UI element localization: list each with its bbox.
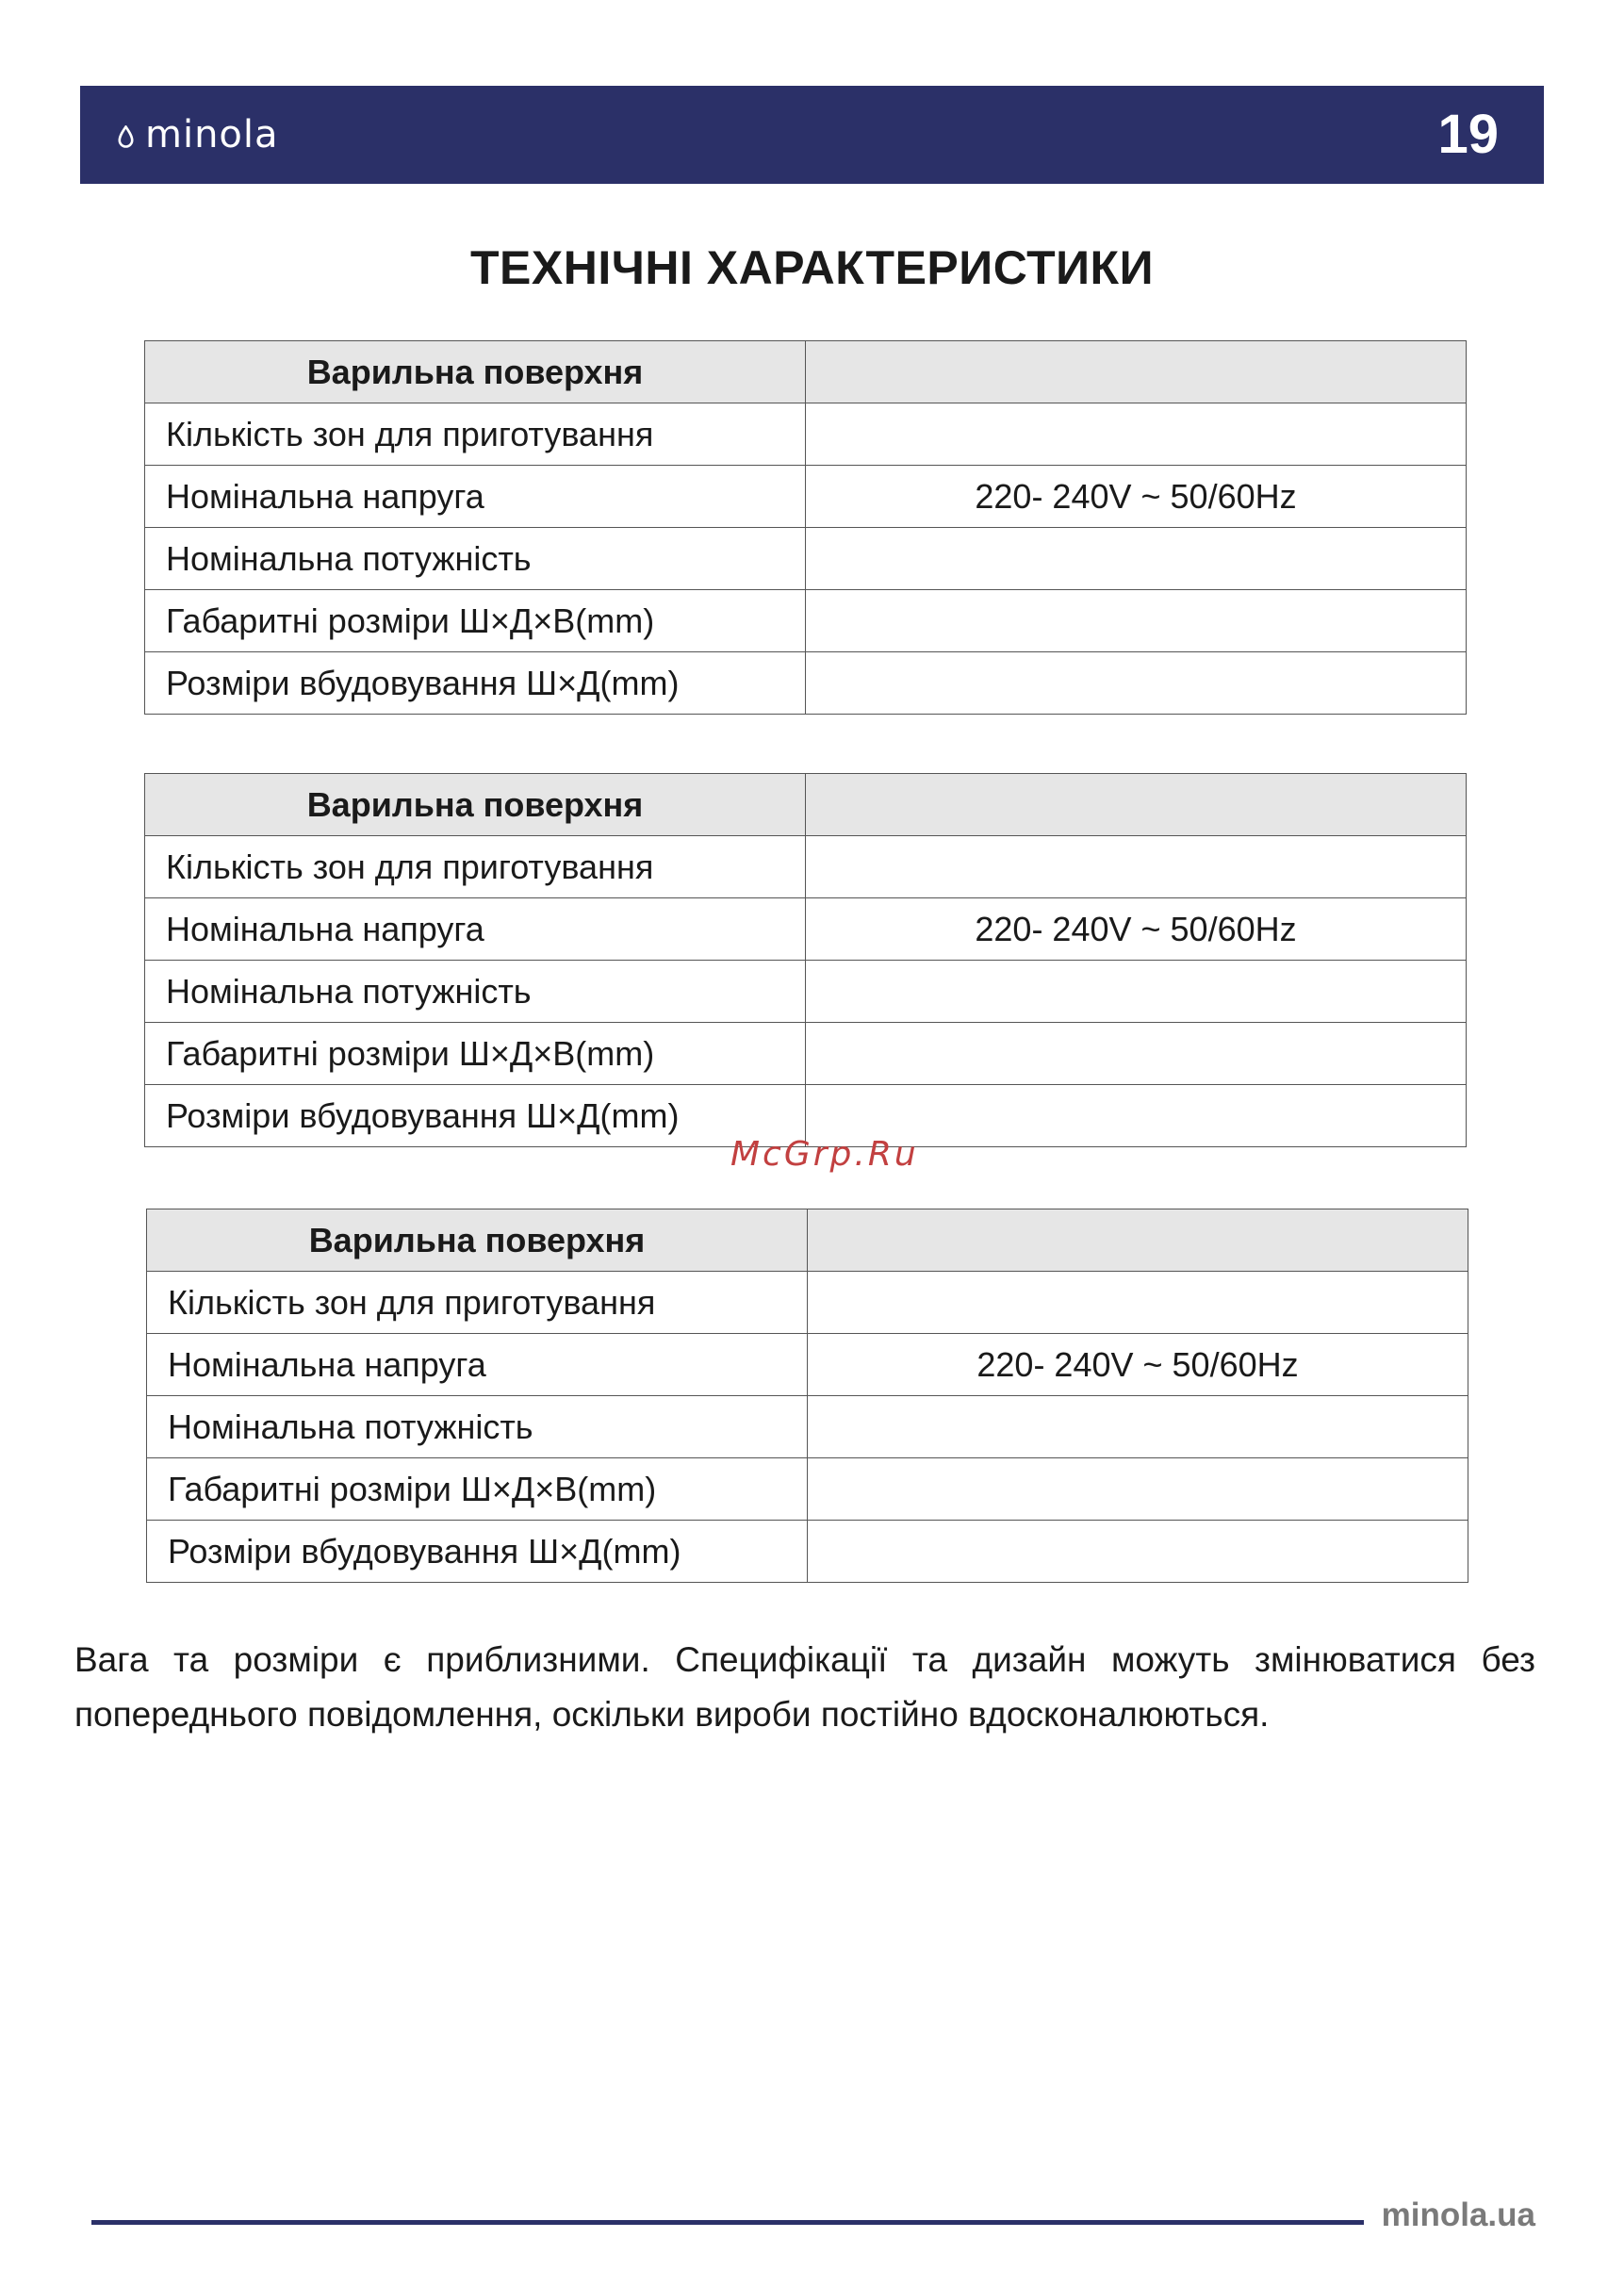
brand-name: minola — [145, 113, 279, 156]
row-value — [806, 528, 1467, 590]
row-label: Кількість зон для приготування — [147, 1272, 808, 1334]
spec-table — [144, 340, 1467, 715]
row-value — [806, 1023, 1467, 1085]
row-label: Розміри вбудовування Ш×Д(mm) — [147, 1521, 808, 1583]
table-header-row — [145, 774, 1467, 836]
row-label: Габаритні розміри Ш×Д×В(mm) — [145, 1023, 806, 1085]
brand-logo — [118, 105, 279, 165]
table-row — [145, 652, 1467, 715]
row-value — [808, 1272, 1468, 1334]
row-value — [806, 836, 1467, 898]
page-title: ТЕХНІЧНІ ХАРАКТЕРИСТИКИ — [469, 241, 1155, 294]
row-label: Розміри вбудовування Ш×Д(mm) — [145, 652, 806, 715]
droplet-icon — [118, 125, 134, 148]
table-heading-label: Варильна поверхня — [145, 341, 806, 403]
table-row — [145, 403, 1467, 466]
table-row — [145, 590, 1467, 652]
page-number: 19 — [1437, 104, 1499, 165]
table-row — [147, 1458, 1468, 1521]
table-heading-label: Варильна поверхня — [145, 774, 806, 836]
row-value: 220- 240V ~ 50/60Hz — [806, 898, 1467, 961]
row-value — [808, 1396, 1468, 1458]
table-row — [145, 528, 1467, 590]
table-heading-label: Варильна поверхня — [147, 1209, 808, 1272]
row-label: Номінальна потужність — [147, 1396, 808, 1458]
table-row — [147, 1272, 1468, 1334]
table-row — [147, 1396, 1468, 1458]
disclaimer-note: Вага та розміри є приблизними. Специфікації та дизайн можуть змінюватися без попереднього повідомлення, оскільки вироби постійно вдосконалюються. — [74, 1640, 1535, 1734]
table-row — [147, 1521, 1468, 1583]
table-header-row — [145, 341, 1467, 403]
row-value: 220- 240V ~ 50/60Hz — [806, 466, 1467, 528]
row-value — [808, 1458, 1468, 1521]
row-label: Номінальна напруга — [145, 466, 806, 528]
row-label: Габаритні розміри Ш×Д×В(mm) — [147, 1458, 808, 1521]
table-header-row — [147, 1209, 1468, 1272]
header-band — [80, 86, 1544, 184]
row-label: Кількість зон для приготування — [145, 403, 806, 466]
row-label: Розміри вбудовування Ш×Д(mm) — [145, 1085, 806, 1147]
table-heading-value — [806, 341, 1467, 403]
spec-table — [146, 1209, 1468, 1583]
footer-divider — [91, 2220, 1364, 2225]
row-value — [806, 652, 1467, 715]
row-value — [806, 961, 1467, 1023]
row-label: Номінальна потужність — [145, 528, 806, 590]
table-heading-value — [806, 774, 1467, 836]
table-row — [145, 1023, 1467, 1085]
row-label: Номінальна потужність — [145, 961, 806, 1023]
row-label: Номінальна напруга — [145, 898, 806, 961]
row-label: Кількість зон для приготування — [145, 836, 806, 898]
table-row — [145, 961, 1467, 1023]
row-value — [806, 590, 1467, 652]
row-label: Номінальна напруга — [147, 1334, 808, 1396]
row-value: 220- 240V ~ 50/60Hz — [808, 1334, 1468, 1396]
table-row — [145, 466, 1467, 528]
row-label: Габаритні розміри Ш×Д×В(mm) — [145, 590, 806, 652]
footer-website: minola.ua — [1381, 2197, 1535, 2233]
row-value — [806, 403, 1467, 466]
spec-table — [144, 773, 1467, 1147]
table-row — [145, 898, 1467, 961]
row-value — [808, 1521, 1468, 1583]
table-row — [145, 836, 1467, 898]
table-heading-value — [808, 1209, 1468, 1272]
watermark: McGrp.Ru — [730, 1135, 919, 1174]
table-row — [147, 1334, 1468, 1396]
